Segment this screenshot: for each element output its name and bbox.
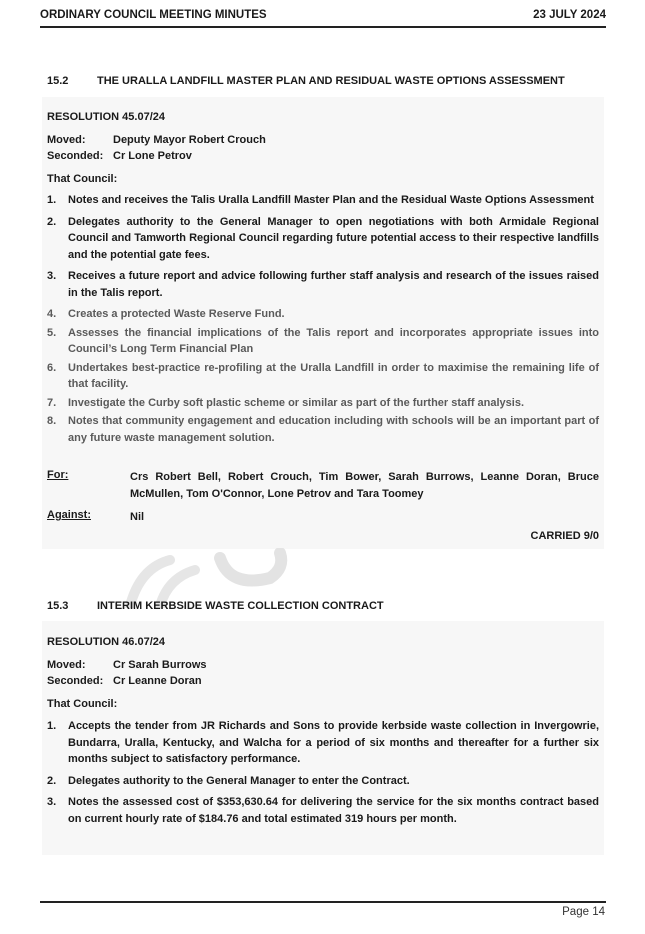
against-label: Against: xyxy=(47,509,91,521)
meeting-date: 23 JULY 2024 xyxy=(533,9,606,21)
seconded-value: Cr Leanne Doran xyxy=(113,675,202,687)
seconded-row xyxy=(47,150,192,162)
against-value: Nil xyxy=(130,511,145,523)
list-item xyxy=(47,395,599,412)
item-text: Undertakes best-practice re-profiling at the Uralla Landfill in order to maximise the remaining life of that facility. xyxy=(68,361,599,390)
moved-value: Cr Sarah Burrows xyxy=(113,659,207,671)
list-item xyxy=(47,773,599,790)
item-text: Receives a future report and advice following further staff analysis and research of the issues raised in the Talis report. xyxy=(68,270,599,299)
item-number: 3. xyxy=(47,796,57,808)
for-value: Crs Robert Bell, Robert Crouch, Tim Bower, Sarah Burrows, Leanne Doran, Bruce McMullen, Tom O'Connor, Lone Petrov and Tara Toomey xyxy=(130,471,599,500)
footer-divider xyxy=(40,901,606,903)
list-item xyxy=(47,192,599,209)
vote-for-row xyxy=(47,469,599,503)
moved-label: Moved: xyxy=(47,659,86,671)
vote-against-row xyxy=(47,509,599,525)
list-item xyxy=(47,718,599,768)
item-text: Investigate the Curby soft plastic scheme or similar as part of the further staff analysis. xyxy=(68,396,525,409)
section-number: 15.2 xyxy=(47,75,69,87)
item-number: 8. xyxy=(47,415,57,427)
resolution-number: RESOLUTION 45.07/24 xyxy=(47,111,165,123)
resolution-number: RESOLUTION 46.07/24 xyxy=(47,636,165,648)
item-number: 7. xyxy=(47,396,57,409)
item-text: Creates a protected Waste Reserve Fund. xyxy=(68,308,285,320)
seconded-label: Seconded: xyxy=(47,150,104,162)
moved-row xyxy=(47,134,266,146)
list-item xyxy=(47,325,599,358)
page-header xyxy=(40,6,606,28)
moved-value: Deputy Mayor Robert Crouch xyxy=(113,134,266,146)
moved-row xyxy=(47,659,207,671)
item-number: 2. xyxy=(47,215,57,228)
carried-status: CARRIED 9/0 xyxy=(530,530,599,542)
seconded-value: Cr Lone Petrov xyxy=(113,150,192,162)
resolution-panel-46 xyxy=(42,621,604,855)
item-number: 1. xyxy=(47,194,57,206)
section-title: INTERIM KERBSIDE WASTE COLLECTION CONTRACT xyxy=(97,600,384,612)
that-council-label: That Council: xyxy=(47,698,118,710)
seconded-row xyxy=(47,675,202,687)
for-label: For: xyxy=(47,469,69,481)
resolution-items xyxy=(47,718,599,832)
section-number: 15.3 xyxy=(47,600,69,612)
seconded-label: Seconded: xyxy=(47,675,104,687)
page-number: Page 14 xyxy=(562,906,605,918)
item-text: Notes that community engagement and education including with schools will be an important part of any future waste management solution. xyxy=(68,415,599,444)
item-number: 3. xyxy=(47,270,57,282)
item-text: Notes the assessed cost of $353,630.64 for delivering the service for the six months contract based on current hourly rate of $184.76 and total estimated 319 hours per month. xyxy=(68,796,599,825)
item-text: Delegates authority to the General Manager to enter the Contract. xyxy=(68,774,410,787)
item-number: 5. xyxy=(47,326,57,339)
item-number: 1. xyxy=(47,720,57,732)
item-number: 6. xyxy=(47,361,57,374)
list-item xyxy=(47,794,599,827)
item-number: 4. xyxy=(47,308,57,320)
list-item xyxy=(47,360,599,393)
section-title: THE URALLA LANDFILL MASTER PLAN AND RESIDUAL WASTE OPTIONS ASSESSMENT xyxy=(97,75,565,87)
watermark-swoosh-icon xyxy=(110,548,310,608)
list-item xyxy=(47,306,599,323)
item-text: Assesses the financial implications of the Talis report and incorporates appropriate issues into Council’s Long Term Financial Plan xyxy=(68,326,599,355)
item-text: Accepts the tender from JR Richards and Sons to provide kerbside waste collection in Invergowrie, Bundarra, Uralla, Kentucky, and Walcha for a period of six months and thereafter for a further six months subject to satisfactory performance. xyxy=(68,720,599,765)
list-item xyxy=(47,268,599,301)
resolution-items xyxy=(47,192,599,448)
that-council-label: That Council: xyxy=(47,173,118,185)
item-number: 2. xyxy=(47,774,57,787)
section-heading-15-2 xyxy=(47,75,565,87)
moved-label: Moved: xyxy=(47,134,86,146)
list-item xyxy=(47,214,599,264)
document-title: ORDINARY COUNCIL MEETING MINUTES xyxy=(40,9,267,21)
resolution-panel-45 xyxy=(42,97,604,549)
section-heading-15-3 xyxy=(47,600,384,612)
item-text: Delegates authority to the General Manager to open negotiations with both Armidale Regional Council and Tamworth Regional Council regarding future potential access to their respective landfills and the potential gate fees. xyxy=(68,215,599,261)
item-text: Notes and receives the Talis Uralla Landfill Master Plan and the Residual Waste Options Assessment xyxy=(68,194,594,206)
list-item xyxy=(47,413,599,446)
